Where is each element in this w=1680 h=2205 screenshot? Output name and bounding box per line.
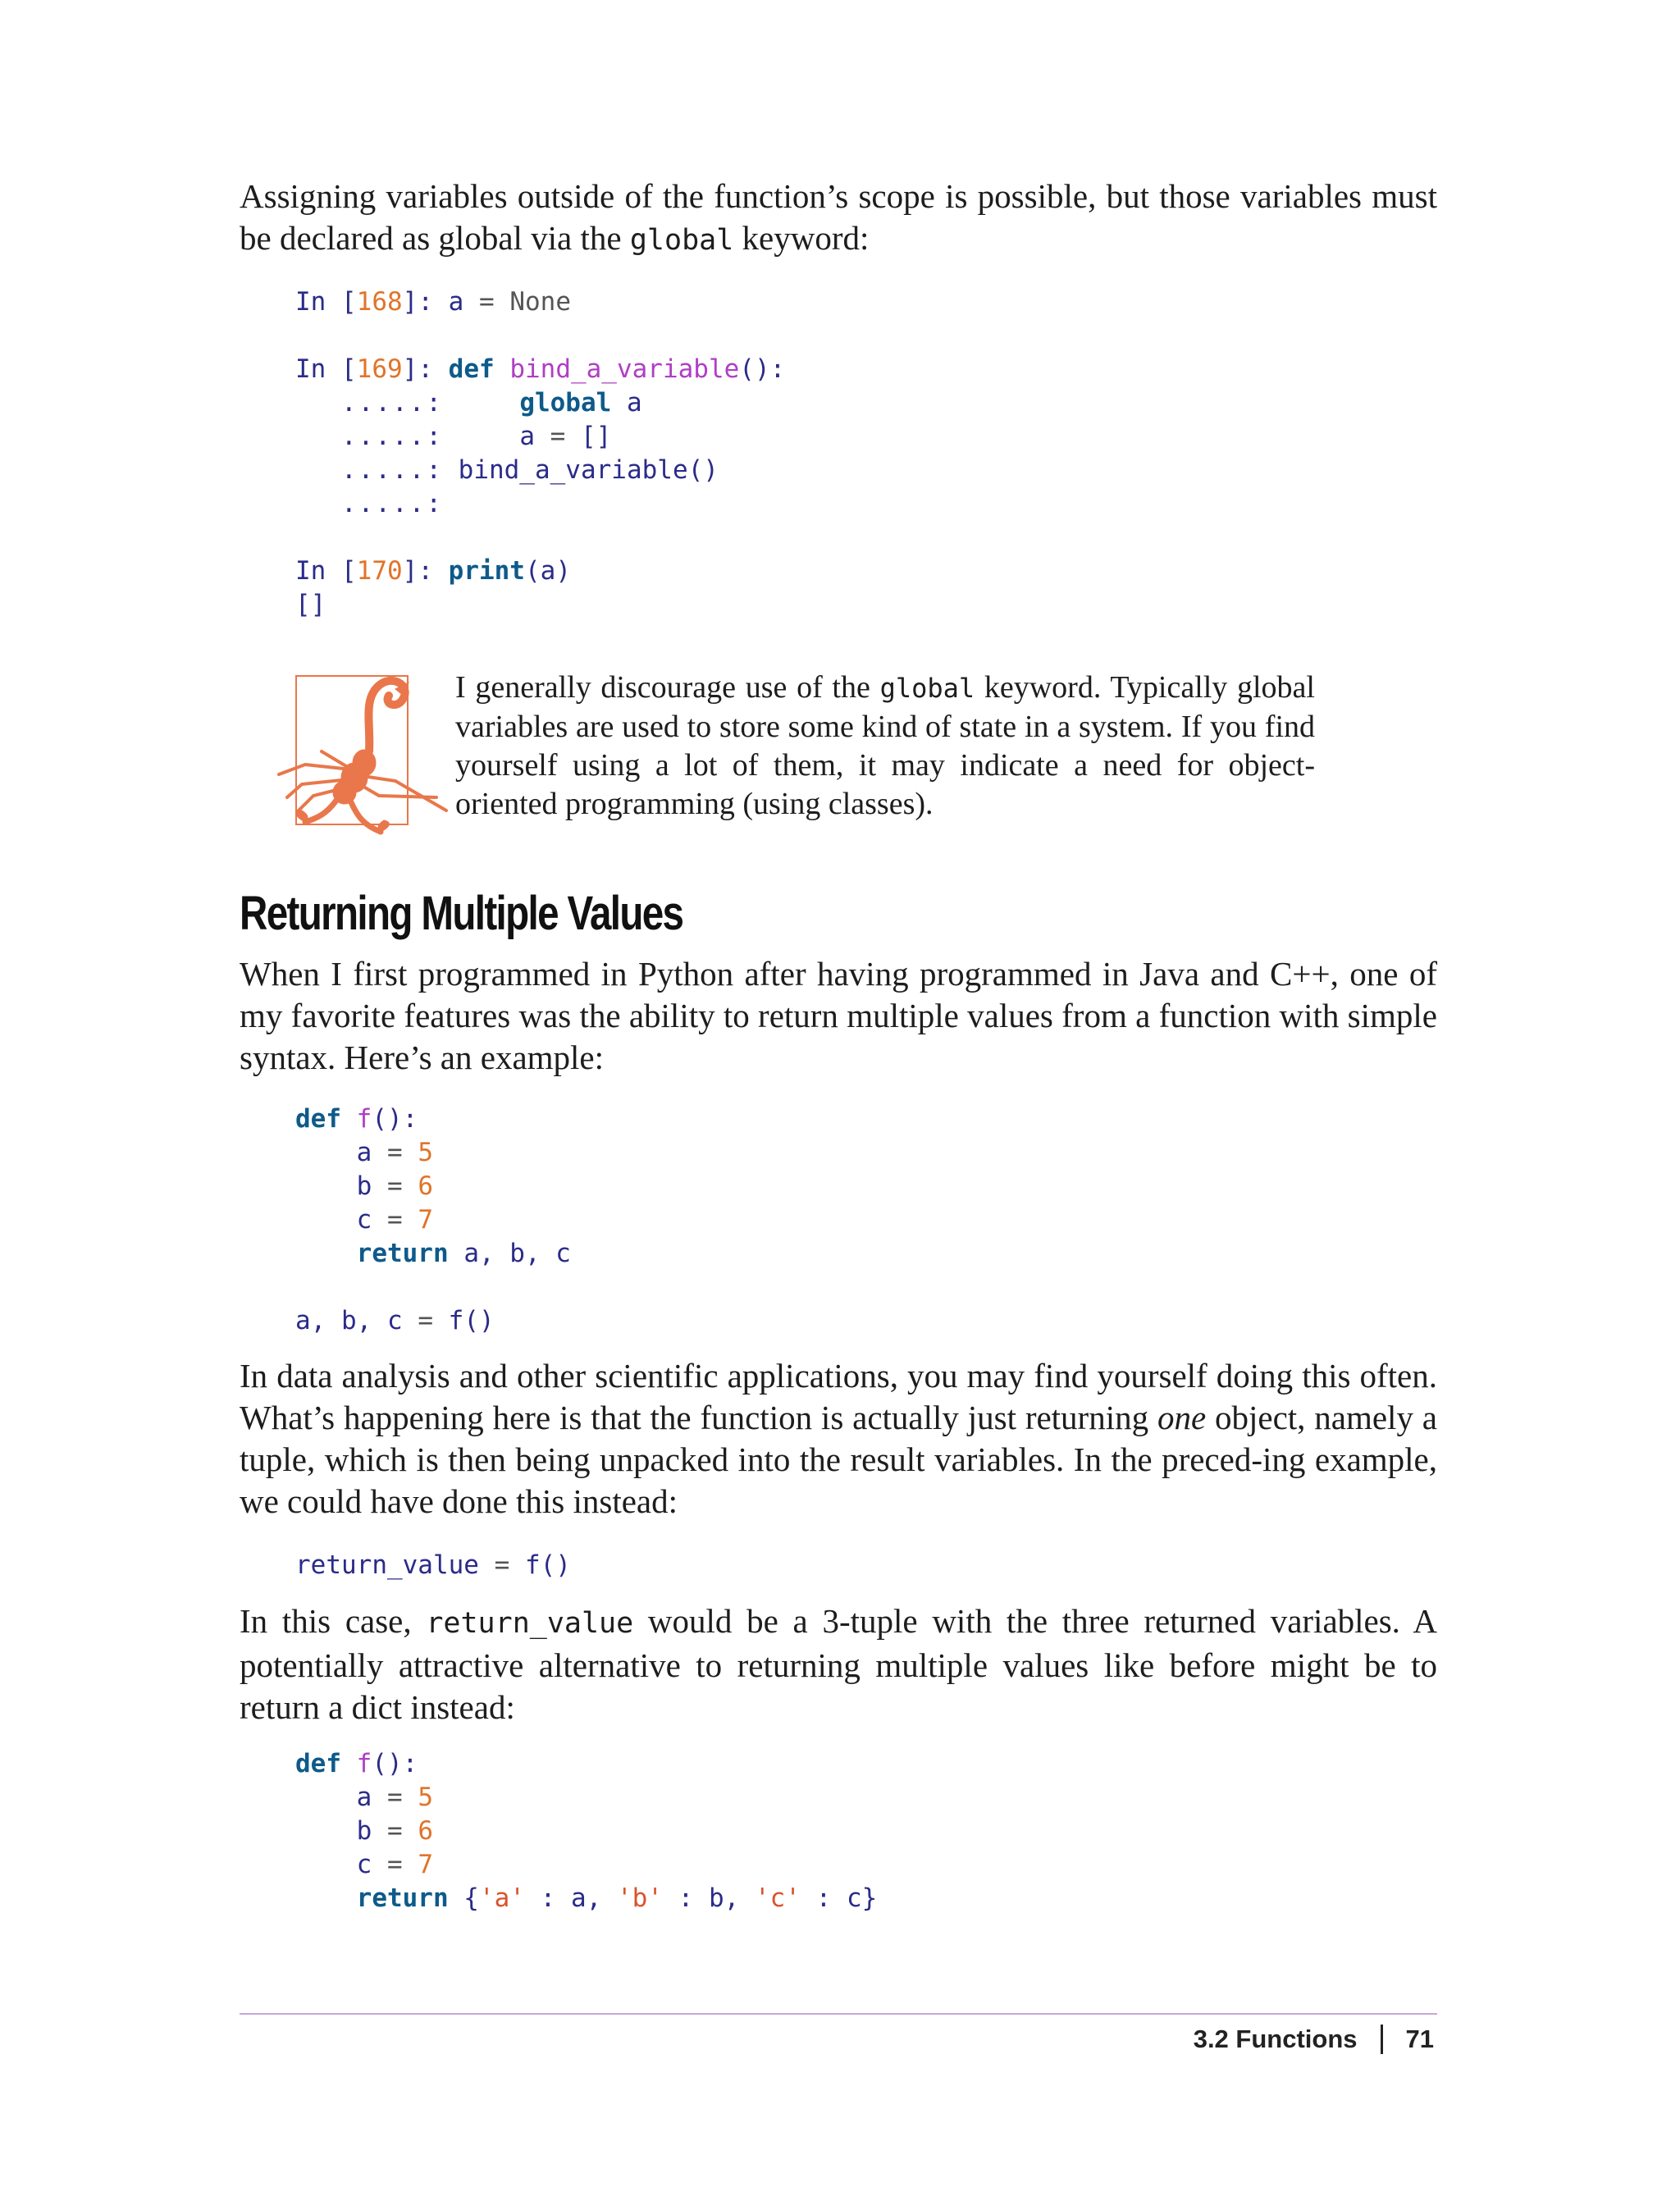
code-line: a = 5 — [356, 1783, 434, 1812]
paragraph-multiple-values: When I first programmed in Python after having programmed in Java and C++, one of my favorite features was the ability to return multiple values from a function with simple syntax. Here’s an example: — [240, 955, 1437, 1076]
code-line: .....: global a — [341, 388, 642, 418]
code-line: c = 7 — [356, 1205, 434, 1235]
inline-code-global: global — [879, 673, 975, 704]
code-line: .....: — [341, 489, 443, 518]
intro-text: Assigning variables outside of the function’s scope is possible, but those variables must be declared as global via the — [240, 177, 1437, 257]
paragraph-tuple-explanation: In data analysis and other scientific applications, you may find yourself doing this often. What’s happening here is that the function is actually just returning one object, namely a tuple, which is then being unpacked into the result variables. In the preced‐ing example, we could have done this instead: — [240, 1357, 1437, 1520]
intro-paragraph — [240, 176, 1437, 262]
page-footer — [1194, 2025, 1434, 2054]
code-line: a, b, c = f() — [295, 1306, 495, 1335]
code-line: .....: bind_a_variable() — [341, 455, 719, 485]
code-line: b = 6 — [356, 1171, 434, 1201]
code-block-tuple-return — [295, 1102, 571, 1338]
paragraph-dict-alternative: In this case, return_value would be a 3-tuple with the three returned variables. A potentially attractive alternative to returning multiple values like before might be to return a dict instead: — [240, 1602, 1437, 1726]
tip-text: I generally discourage use of the global keyword. Typically global variables are used to store some kind of state in a system. If you find yourself using a lot of them, it may indicate a need for object-oriented programming (using classes). — [455, 670, 1315, 821]
code-block-dict-return — [295, 1747, 877, 1915]
code-line: .....: a = [] — [341, 422, 612, 451]
code-line: b = 6 — [356, 1816, 434, 1846]
code-block-global — [295, 285, 785, 622]
code-line: In [169]: def bind_a_variable(): — [295, 354, 786, 384]
footer-section-title: 3.2 Functions — [1193, 2025, 1358, 2053]
footer-separator — [1381, 2025, 1383, 2054]
code-line: In [168]: a = None — [295, 287, 571, 317]
code-line: return a, b, c — [356, 1239, 571, 1268]
code-line: return_value = f() — [295, 1550, 571, 1580]
code-line: def f(): — [295, 1104, 418, 1134]
code-line: a = 5 — [356, 1138, 434, 1167]
section-heading: Returning Multiple Values — [240, 887, 683, 940]
code-line: def f(): — [295, 1749, 418, 1778]
code-line: return {'a' : a, 'b' : b, 'c' : c} — [356, 1883, 878, 1913]
emphasis-one: one — [1157, 1399, 1207, 1436]
code-line: c = 7 — [356, 1850, 434, 1879]
scorpion-icon — [272, 673, 448, 837]
inline-code-global: global — [629, 224, 734, 257]
code-output: [] — [295, 590, 326, 619]
inline-code-return-value: return_value — [426, 1607, 634, 1640]
page-number: 71 — [1405, 2025, 1434, 2053]
code-line: In [170]: print(a) — [295, 556, 571, 586]
intro-text-end: keyword: — [733, 219, 870, 257]
footer-rule — [240, 2013, 1437, 2015]
code-block-return-value — [295, 1549, 571, 1582]
